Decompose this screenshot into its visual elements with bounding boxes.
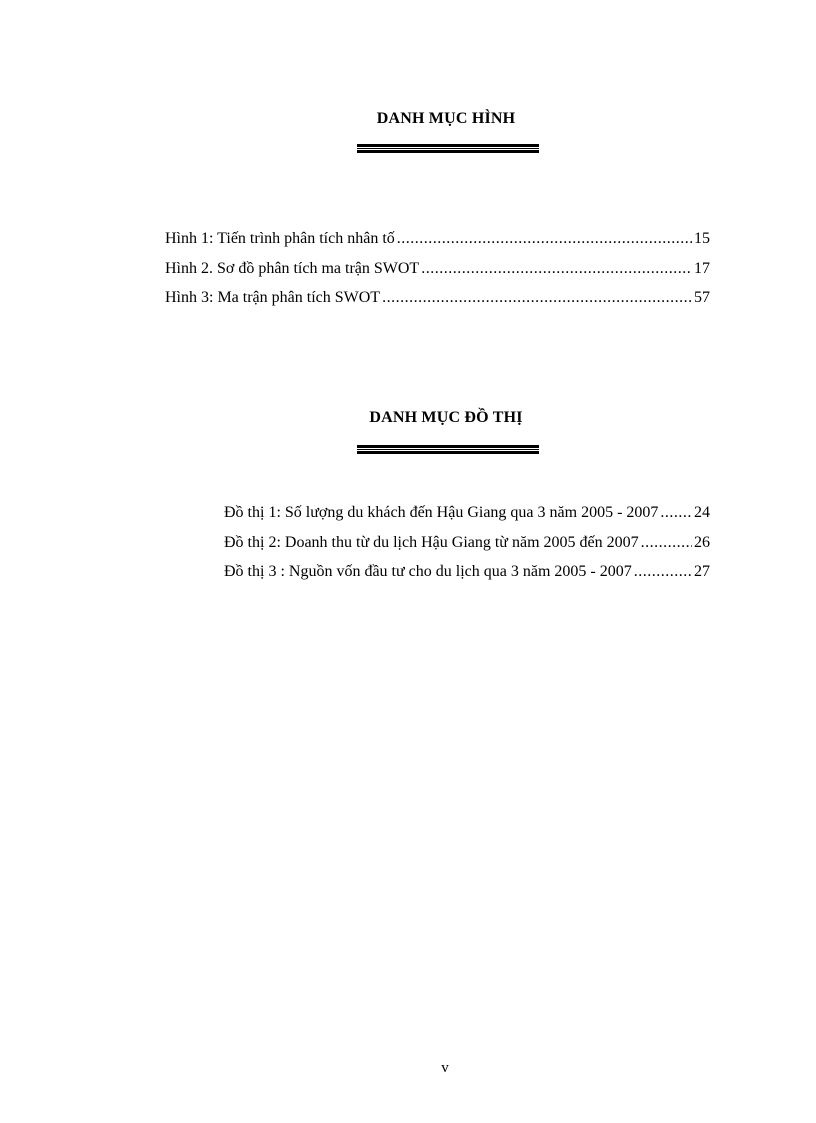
figures-title: DANH MỤC HÌNH: [376, 110, 516, 127]
dot-leader: [660, 498, 692, 528]
dot-leader: [421, 254, 692, 284]
figures-list: [165, 224, 710, 313]
chart-entry-3-text: Đồ thị 3 : Nguồn vốn đầu tư cho du lịch qua 3 năm 2005 - 2007: [224, 563, 632, 580]
chart-entry-1-page: 24: [694, 504, 710, 521]
figures-title-underline: [357, 144, 539, 153]
dot-leader: [397, 224, 692, 254]
figure-entry-3-text: Hình 3: Ma trận phân tích SWOT: [165, 289, 381, 306]
chart-entry-2-text: Đồ thị 2: Doanh thu từ du lịch Hậu Giang từ năm 2005 đến 2007: [224, 533, 639, 551]
figure-entry-2-page: 17: [694, 259, 710, 277]
figure-entry-1-text: Hình 1: Tiến trình phân tích nhân tố: [165, 230, 395, 247]
charts-list: [224, 498, 710, 587]
figure-entry-1-page: 15: [694, 230, 710, 247]
chart-entry-1-text: Đồ thị 1: Số lượng du khách đến Hậu Giang qua 3 năm 2005 - 2007: [224, 504, 659, 521]
page-number: v: [441, 1060, 449, 1076]
figure-entry-2[interactable]: [165, 254, 710, 284]
dot-leader: [641, 528, 692, 558]
chart-entry-1[interactable]: [224, 498, 710, 528]
dot-leader: [382, 283, 692, 313]
figure-entry-3[interactable]: [165, 283, 710, 313]
charts-title: DANH MỤC ĐỒ THỊ: [369, 409, 523, 426]
charts-title-underline: [357, 445, 539, 454]
chart-entry-3-page: 27: [694, 563, 710, 580]
figure-entry-1[interactable]: [165, 224, 710, 254]
figure-entry-2-text: Hình 2. Sơ đồ phân tích ma trận SWOT: [165, 259, 420, 277]
figure-entry-3-page: 57: [694, 289, 710, 306]
chart-entry-3[interactable]: [224, 557, 710, 587]
chart-entry-2[interactable]: [224, 528, 710, 558]
dot-leader: [634, 557, 692, 587]
chart-entry-2-page: 26: [694, 533, 710, 551]
